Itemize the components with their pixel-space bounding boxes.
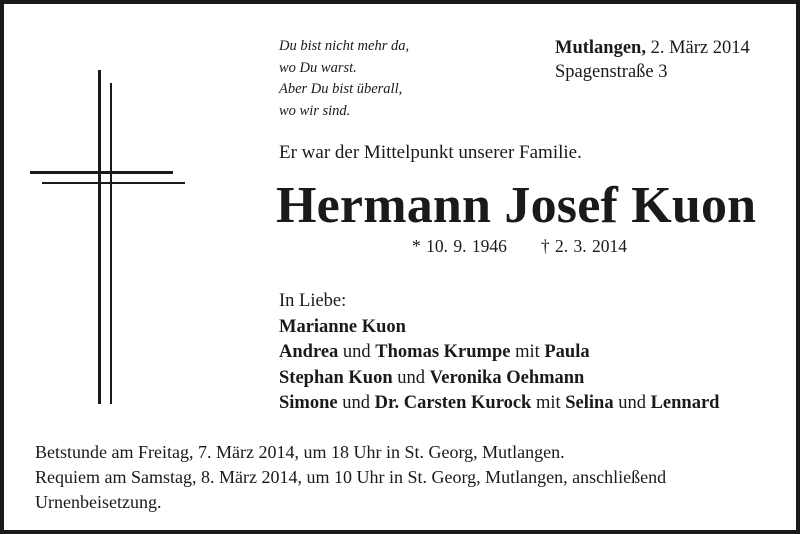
connector-text: und [618, 393, 646, 413]
family-member-name: Stephan Kuon [279, 367, 393, 388]
family-member-name: Simone [279, 393, 338, 413]
poem-line: wo Du warst. [279, 59, 357, 76]
family-row [279, 340, 719, 366]
family-member-name: Selina [565, 393, 614, 413]
service-line: Requiem am Samstag, 8. März 2014, um 10 Uhr in St. Georg, Mutlangen, anschließend [35, 467, 667, 487]
connector-text: mit [535, 393, 561, 413]
deceased-name: Hermann Josef Kuon [276, 177, 757, 234]
family-member-name: Thomas Krumpe [375, 342, 511, 362]
family-member-name: Lennard [650, 393, 720, 413]
family-rows [279, 315, 719, 417]
intro-text: Er war der Mittelpunkt unserer Familie. [279, 142, 582, 163]
death-date: † 2. 3. 2014 [540, 236, 627, 256]
place-date [555, 36, 750, 84]
family-heading: In Liebe: [279, 291, 347, 311]
poem-line: Du bist nicht mehr da, [279, 38, 410, 54]
family-member-name: Veronika Oehmann [429, 367, 585, 388]
notice-date: 2. März 2014 [650, 38, 750, 58]
connector-text: und [342, 393, 370, 413]
life-dates [412, 236, 627, 257]
connector-text: und [342, 342, 371, 362]
poem [279, 36, 409, 122]
connector-text: mit [515, 342, 540, 362]
family-row [279, 315, 719, 341]
service-info [35, 440, 666, 515]
family-member-name: Marianne Kuon [279, 316, 406, 337]
family-member-name: Paula [544, 342, 590, 362]
street-address: Spagenstraße 3 [555, 62, 668, 82]
family-member-name: Andrea [279, 342, 339, 362]
connector-text: und [397, 367, 425, 388]
place-town: Mutlangen, [555, 38, 646, 58]
family-list [279, 289, 719, 417]
poem-line: Aber Du bist überall, [279, 81, 403, 97]
birth-date: * 10. 9. 1946 [412, 236, 507, 256]
service-line: Betstunde am Freitag, 7. März 2014, um 18 Uhr in St. Georg, Mutlangen. [35, 442, 565, 462]
poem-line: wo wir sind. [279, 102, 351, 119]
family-member-name: Dr. Carsten Kurock [374, 393, 532, 413]
family-row [279, 366, 719, 392]
family-row [279, 391, 719, 417]
service-line: Urnenbeisetzung. [35, 492, 162, 512]
